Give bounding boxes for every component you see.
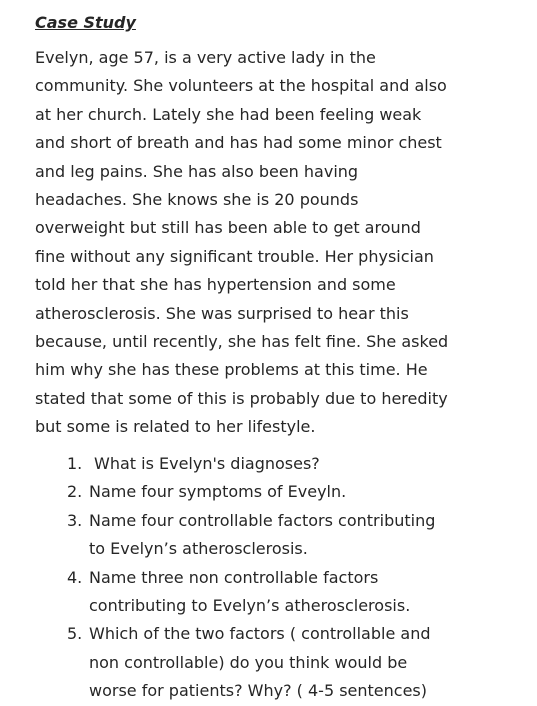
question-text: What is Evelyn's diagnoses? <box>94 454 320 473</box>
paragraph-line: Evelyn, age 57, is a very active lady in the <box>35 48 376 67</box>
paragraph-line: fine without any significant trouble. Her physician <box>35 246 434 266</box>
question-number: 2. <box>67 482 83 502</box>
question-text: non controllable) do you think would be <box>89 652 408 672</box>
paragraph-line: headaches. She knows she is 20 pounds <box>35 189 359 209</box>
question-item-1 <box>0 450 537 478</box>
paragraph-line: atherosclerosis. She was surprised to hear this <box>35 303 409 323</box>
question-item-5-continued <box>0 677 537 705</box>
question-text: Name three non controllable factors <box>89 567 379 587</box>
question-list <box>0 450 537 706</box>
question-item-2 <box>0 478 537 506</box>
question-item-3 <box>0 507 537 535</box>
question-item-3-continued <box>0 535 537 563</box>
question-number: 3. <box>67 510 83 530</box>
question-item-5-continued <box>0 649 537 677</box>
paragraph-line: but some is related to her lifestyle. <box>35 417 316 437</box>
question-number: 4. <box>67 567 83 587</box>
question-text: Name four symptoms of Eveyln. <box>89 482 347 502</box>
paragraph-line: told her that she has hypertension and some <box>35 275 396 295</box>
question-text: Name four controllable factors contributing <box>89 510 436 530</box>
case-paragraph <box>35 44 505 441</box>
question-text: contributing to Evelyn’s atherosclerosis. <box>89 595 411 615</box>
paragraph-line: and short of breath and has had some minor chest <box>35 133 442 153</box>
paragraph-line: community. She volunteers at the hospital and also <box>35 76 447 96</box>
question-item-4 <box>0 564 537 592</box>
paragraph-line: stated that some of this is probably due to heredity <box>35 388 448 408</box>
paragraph-line: and leg pains. She has also been having <box>35 161 359 181</box>
question-text: to Evelyn’s atherosclerosis. <box>89 539 308 559</box>
question-number: 5. <box>67 624 83 644</box>
paragraph-line: because, until recently, she has felt fine. She asked <box>35 331 449 351</box>
question-number: 1. <box>67 454 83 473</box>
document-title: Case Study <box>35 13 136 32</box>
paragraph-line: overweight but still has been able to get around <box>35 218 421 238</box>
question-item-5 <box>0 620 537 648</box>
question-item-4-continued <box>0 592 537 620</box>
question-text: worse for patients? Why? ( 4-5 sentences) <box>89 681 428 701</box>
question-text: Which of the two factors ( controllable and <box>89 624 431 644</box>
paragraph-line: him why she has these problems at this time. He <box>35 360 428 380</box>
paragraph-line: at her church. Lately she had been feeling weak <box>35 104 422 124</box>
